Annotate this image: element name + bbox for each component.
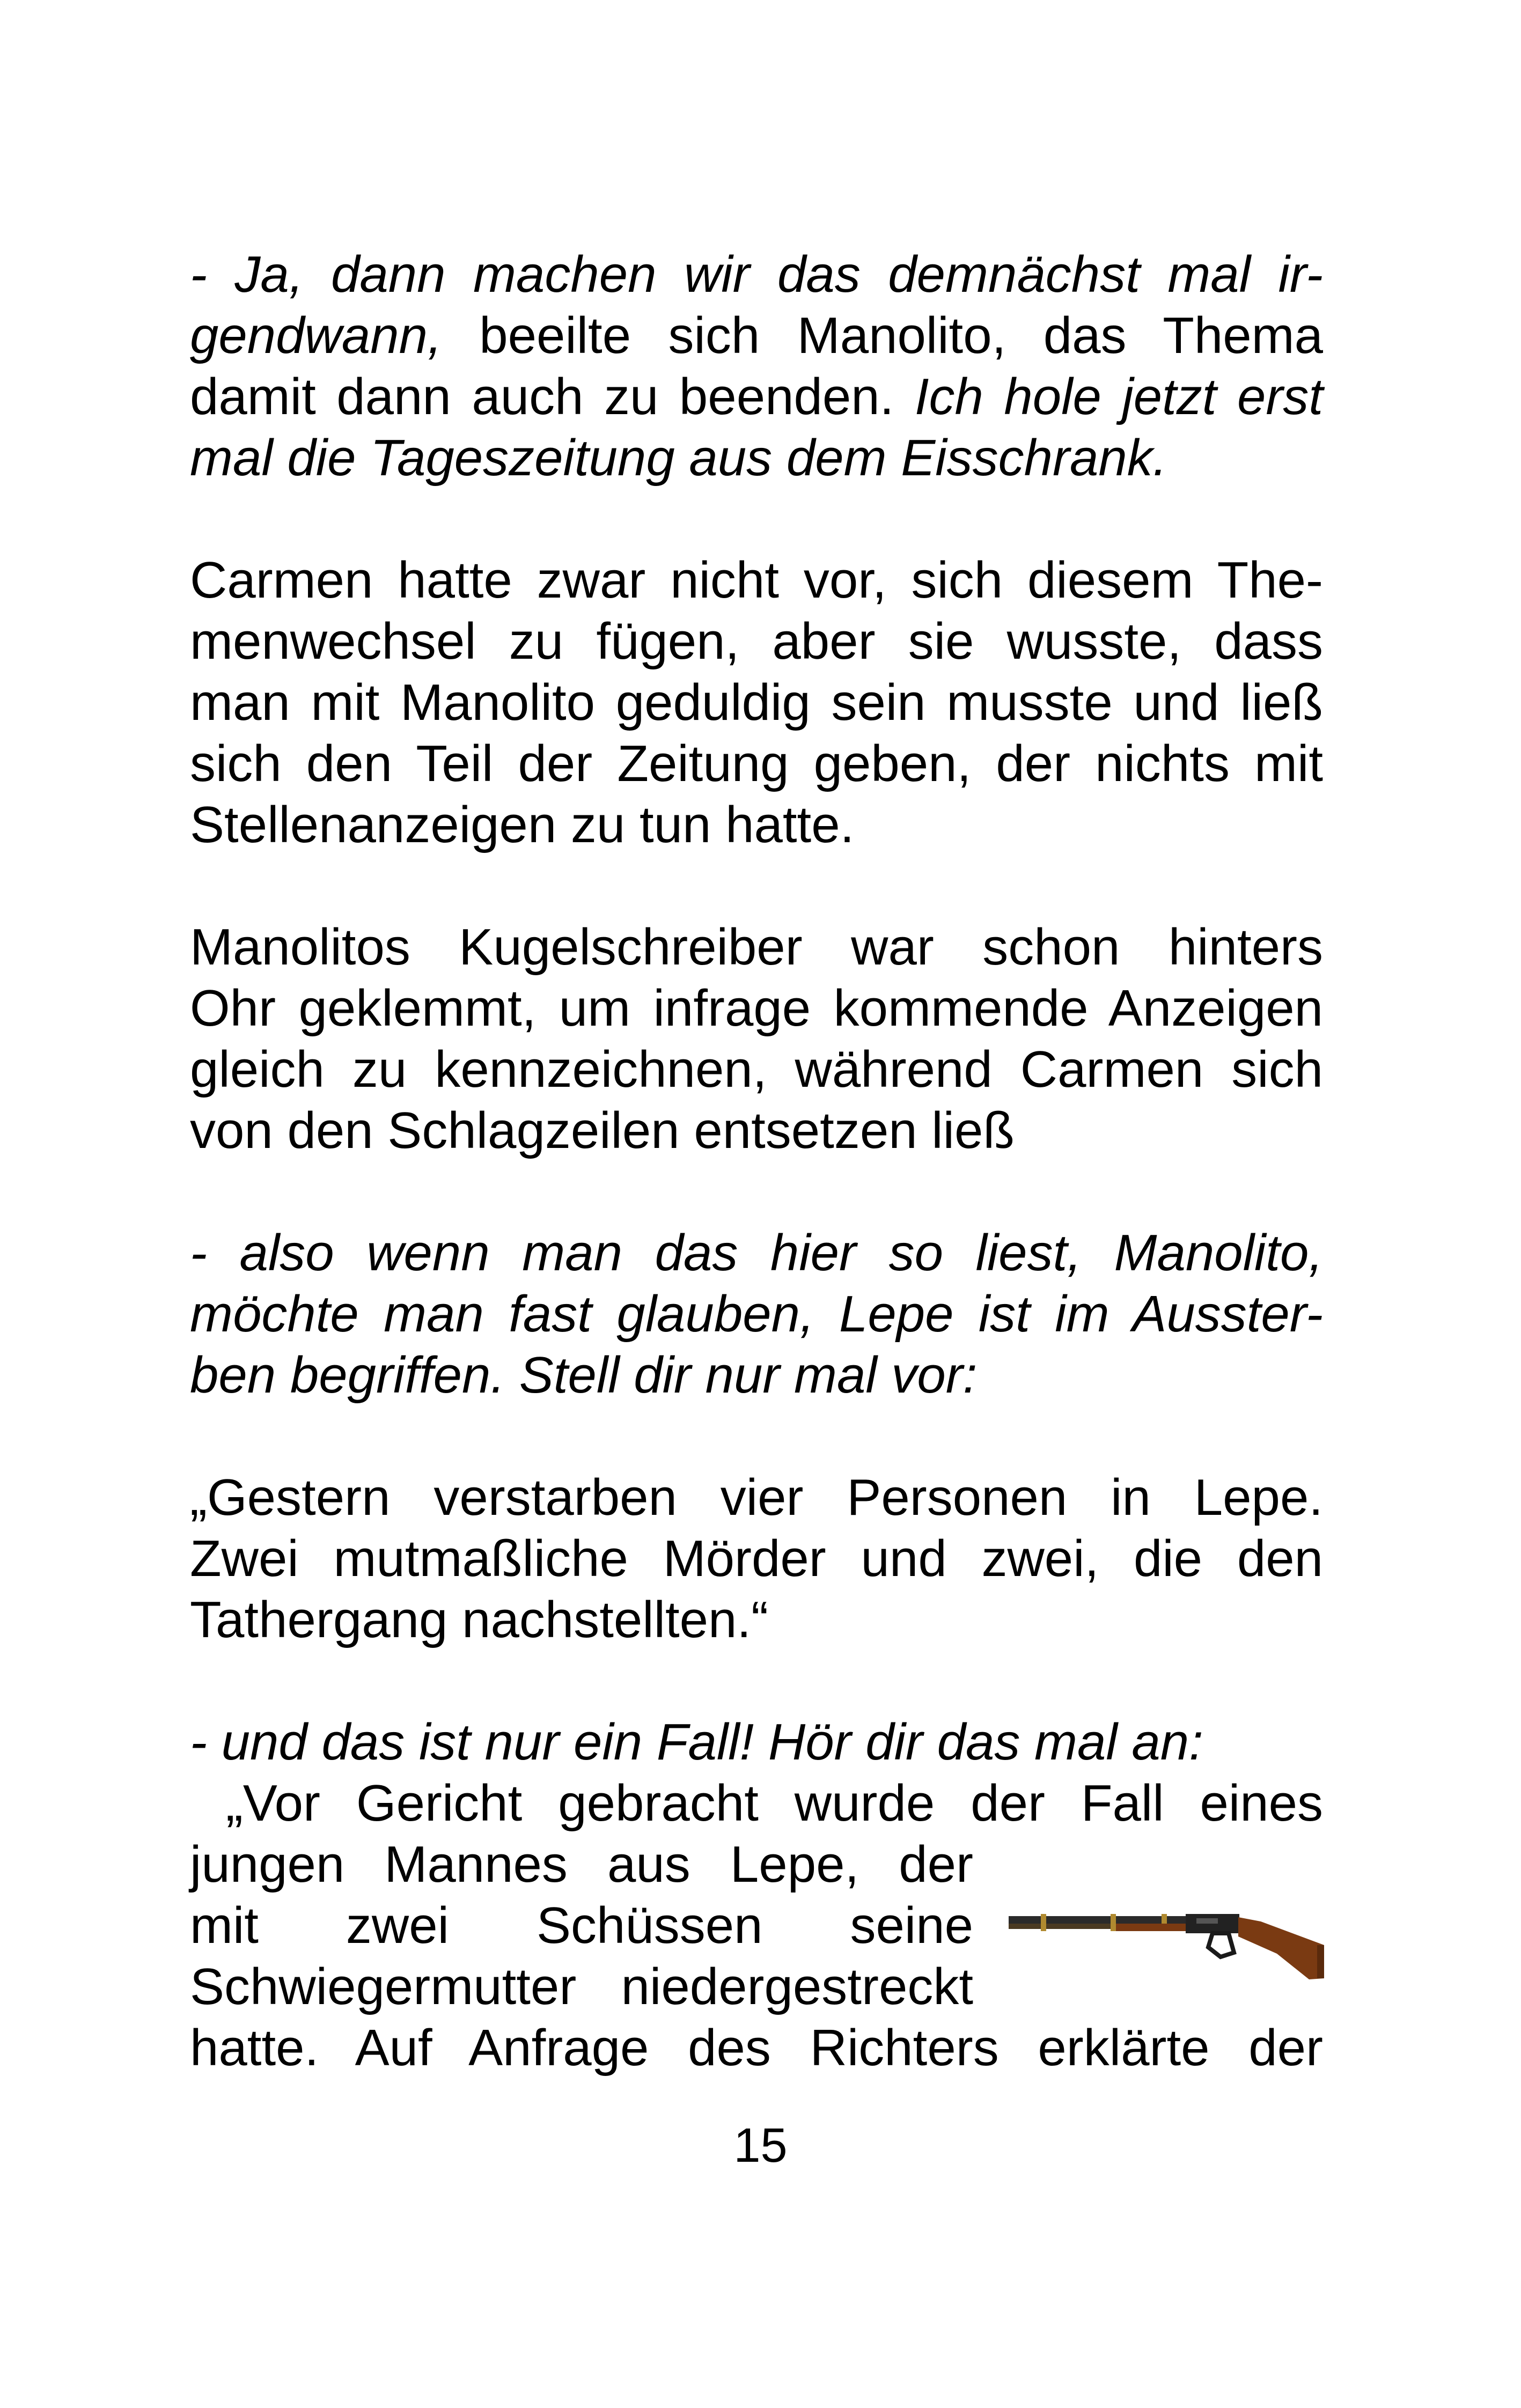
text-line: sich den Teil der Zeitung geben, der nichts mit [190, 735, 1323, 792]
text-line: ben begriffen. Stell dir nur mal vor: [190, 1346, 978, 1404]
text-line: Manolitos Kugelschreiber war schon hinters [190, 918, 1323, 976]
text-line: mal die Tageszeitung aus dem Eisschrank. [190, 429, 1167, 487]
text-line: „Gestern verstarben vier Personen in Lepe. [190, 1469, 1323, 1526]
text-line: Tathergang nachstellten.“ [190, 1591, 769, 1648]
text-line: - und das ist nur ein Fall! Hör dir das mal an: [190, 1713, 1203, 1771]
text-line: gleich zu kennzeichnen, während Carmen sich [190, 1041, 1323, 1098]
text-line: Zwei mutmaßliche Mörder und zwei, die den [190, 1530, 1323, 1587]
text-line: Stellenanzeigen zu tun hatte. [190, 796, 855, 853]
text-line [190, 305, 1323, 366]
text-line: mit zwei Schüssen seine [190, 1897, 973, 1954]
paragraph-5 [190, 1467, 1323, 1651]
paragraph-2 [190, 550, 1323, 856]
text-line: - Ja, dann machen wir das demnächst mal ir- [190, 246, 1323, 303]
italic-fragment: gendwann, [190, 307, 442, 364]
rifle-icon [1009, 1894, 1325, 1985]
paragraph-1 [190, 244, 1323, 489]
text-line: Ohr geklemmt, um infrage kommende Anzeigen [190, 980, 1323, 1037]
text-fragment: beeilte sich Manolito, das Thema [442, 307, 1323, 364]
text-line: Schwiegermutter niedergestreckt [190, 1958, 973, 2015]
body-text [190, 244, 1323, 2079]
paragraph-4 [190, 1223, 1323, 1406]
text-line: jungen Mannes aus Lepe, der [190, 1836, 973, 1893]
text-line: menwechsel zu fügen, aber sie wusste, dass [190, 613, 1323, 670]
paragraph-3 [190, 917, 1323, 1161]
italic-fragment: Ich hole jetzt erst [914, 368, 1324, 425]
text-line: möchte man fast glauben, Lepe ist im Ausster- [190, 1285, 1323, 1343]
text-line: von den Schlagzeilen entsetzen ließ [190, 1102, 1015, 1159]
text-line: man mit Manolito geduldig sein musste und ließ [190, 674, 1323, 731]
text-line: hatte. Auf Anfrage des Richters erklärte der [190, 2019, 1323, 2076]
page-number: 15 [733, 2119, 788, 2173]
text-line: „Vor Gericht gebracht wurde der Fall eines [190, 1774, 1323, 1832]
text-line [190, 366, 1323, 428]
text-line: - also wenn man das hier so liest, Manolito, [190, 1224, 1323, 1282]
text-line: Carmen hatte zwar nicht vor, sich diesem The- [190, 551, 1323, 609]
text-fragment: damit dann auch zu beenden. [190, 368, 915, 425]
